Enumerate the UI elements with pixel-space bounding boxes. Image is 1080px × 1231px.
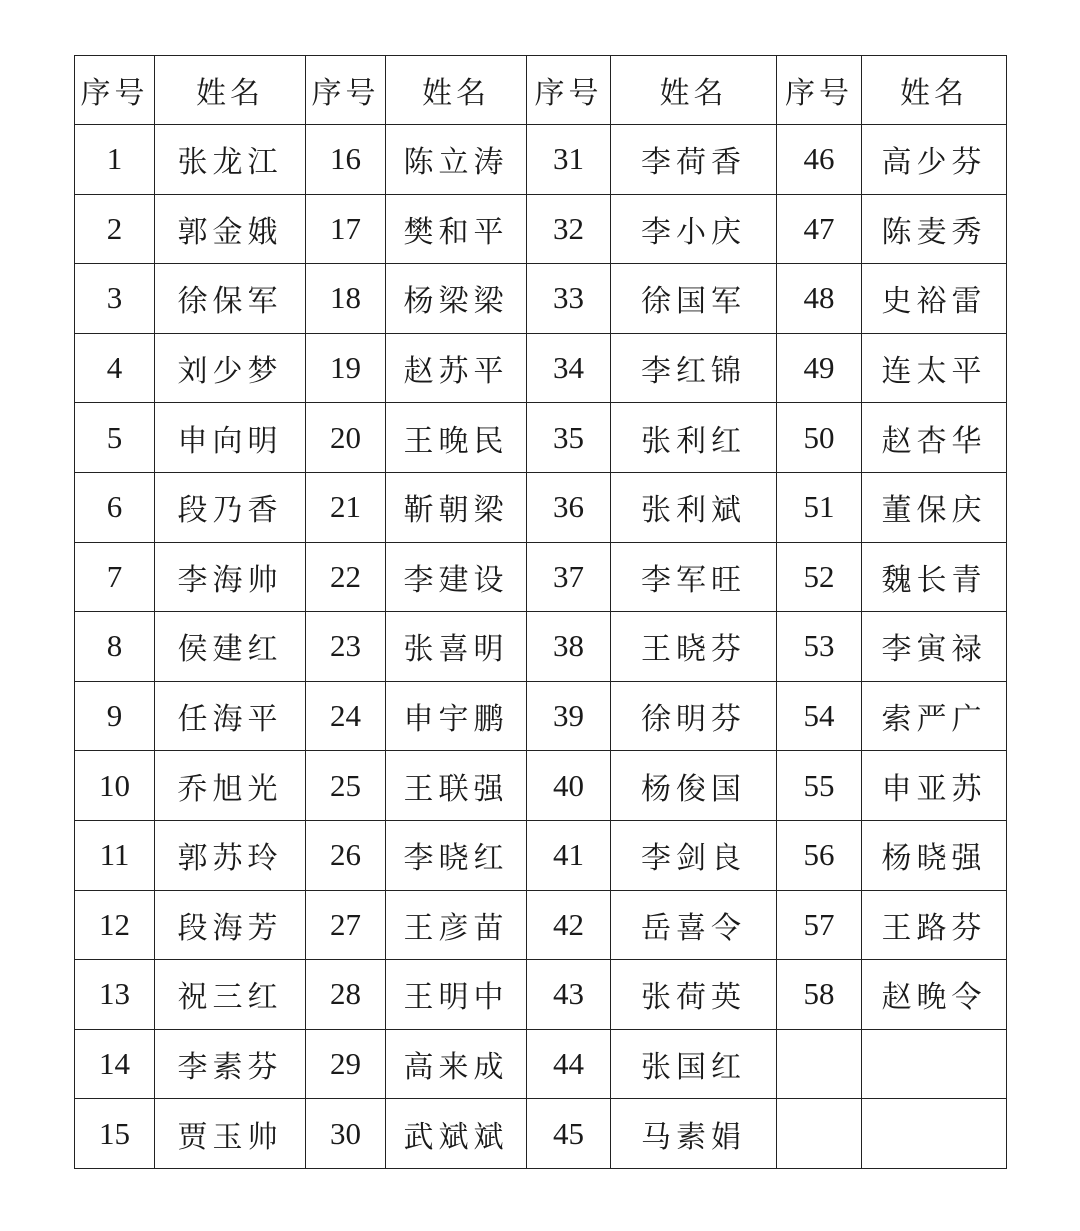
person-name-cell: 段海芳 [155,890,306,960]
serial-number-cell: 3 [75,264,155,334]
person-name-cell: 张利斌 [611,472,777,542]
serial-number-cell [777,1099,862,1169]
header-serial-number: 序号 [75,56,155,125]
serial-number-cell: 13 [75,960,155,1030]
person-name-cell: 赵苏平 [386,333,527,403]
serial-number-cell: 22 [306,542,386,612]
serial-number-cell: 24 [306,681,386,751]
serial-number-cell: 34 [527,333,611,403]
serial-number-cell: 39 [527,681,611,751]
header-name: 姓名 [386,56,527,125]
person-name-cell: 李荷香 [611,125,777,195]
person-name-cell: 杨晓强 [862,820,1007,890]
person-name-cell: 马素娟 [611,1099,777,1169]
person-name-cell: 王晚民 [386,403,527,473]
serial-number-cell: 41 [527,820,611,890]
person-name-cell: 侯建红 [155,612,306,682]
person-name-cell: 郭苏玲 [155,820,306,890]
table-row [75,125,1007,195]
serial-number-cell: 46 [777,125,862,195]
serial-number-cell: 14 [75,1029,155,1099]
serial-number-cell: 54 [777,681,862,751]
serial-number-cell: 44 [527,1029,611,1099]
name-roster-table [74,55,1007,1169]
table-row [75,890,1007,960]
table-row [75,820,1007,890]
serial-number-cell: 48 [777,264,862,334]
table-row [75,542,1007,612]
table-row [75,194,1007,264]
person-name-cell: 董保庆 [862,472,1007,542]
person-name-cell: 段乃香 [155,472,306,542]
serial-number-cell: 10 [75,751,155,821]
person-name-cell: 武斌斌 [386,1099,527,1169]
serial-number-cell: 47 [777,194,862,264]
person-name-cell: 张荷英 [611,960,777,1030]
serial-number-cell: 43 [527,960,611,1030]
person-name-cell: 史裕雷 [862,264,1007,334]
person-name-cell: 陈麦秀 [862,194,1007,264]
serial-number-cell: 58 [777,960,862,1030]
person-name-cell: 张利红 [611,403,777,473]
serial-number-cell: 31 [527,125,611,195]
person-name-cell: 杨梁梁 [386,264,527,334]
person-name-cell: 贾玉帅 [155,1099,306,1169]
table-row [75,1029,1007,1099]
serial-number-cell: 21 [306,472,386,542]
serial-number-cell: 55 [777,751,862,821]
serial-number-cell: 36 [527,472,611,542]
serial-number-cell: 27 [306,890,386,960]
person-name-cell: 郭金娥 [155,194,306,264]
header-name: 姓名 [611,56,777,125]
serial-number-cell: 42 [527,890,611,960]
person-name-cell: 李海帅 [155,542,306,612]
serial-number-cell: 40 [527,751,611,821]
person-name-cell: 李素芬 [155,1029,306,1099]
header-serial-number: 序号 [527,56,611,125]
table-row [75,472,1007,542]
person-name-cell: 徐保军 [155,264,306,334]
person-name-cell: 申亚苏 [862,751,1007,821]
serial-number-cell: 17 [306,194,386,264]
serial-number-cell: 18 [306,264,386,334]
header-serial-number: 序号 [777,56,862,125]
person-name-cell: 王联强 [386,751,527,821]
serial-number-cell: 19 [306,333,386,403]
serial-number-cell: 53 [777,612,862,682]
person-name-cell: 索严广 [862,681,1007,751]
serial-number-cell: 25 [306,751,386,821]
serial-number-cell: 52 [777,542,862,612]
person-name-cell: 靳朝梁 [386,472,527,542]
header-row [75,56,1007,125]
table-row [75,612,1007,682]
person-name-cell: 乔旭光 [155,751,306,821]
person-name-cell: 魏长青 [862,542,1007,612]
serial-number-cell: 50 [777,403,862,473]
serial-number-cell: 57 [777,890,862,960]
person-name-cell: 刘少梦 [155,333,306,403]
table-row [75,681,1007,751]
person-name-cell: 徐国军 [611,264,777,334]
serial-number-cell: 9 [75,681,155,751]
serial-number-cell: 8 [75,612,155,682]
serial-number-cell [777,1029,862,1099]
serial-number-cell: 30 [306,1099,386,1169]
person-name-cell: 李小庆 [611,194,777,264]
person-name-cell: 樊和平 [386,194,527,264]
roster-body [75,125,1007,1169]
serial-number-cell: 26 [306,820,386,890]
person-name-cell: 陈立涛 [386,125,527,195]
serial-number-cell: 45 [527,1099,611,1169]
header-name: 姓名 [862,56,1007,125]
header-name: 姓名 [155,56,306,125]
table-row [75,751,1007,821]
person-name-cell: 张龙江 [155,125,306,195]
serial-number-cell: 20 [306,403,386,473]
serial-number-cell: 7 [75,542,155,612]
person-name-cell: 王路芬 [862,890,1007,960]
serial-number-cell: 4 [75,333,155,403]
serial-number-cell: 23 [306,612,386,682]
serial-number-cell: 38 [527,612,611,682]
person-name-cell: 徐明芬 [611,681,777,751]
person-name-cell: 王明中 [386,960,527,1030]
serial-number-cell: 2 [75,194,155,264]
serial-number-cell: 5 [75,403,155,473]
serial-number-cell: 56 [777,820,862,890]
serial-number-cell: 33 [527,264,611,334]
person-name-cell: 张国红 [611,1029,777,1099]
serial-number-cell: 15 [75,1099,155,1169]
serial-number-cell: 35 [527,403,611,473]
serial-number-cell: 1 [75,125,155,195]
person-name-cell: 连太平 [862,333,1007,403]
table-row [75,264,1007,334]
person-name-cell: 李军旺 [611,542,777,612]
person-name-cell: 任海平 [155,681,306,751]
person-name-cell: 岳喜令 [611,890,777,960]
serial-number-cell: 49 [777,333,862,403]
table-row [75,1099,1007,1169]
person-name-cell: 王彦苗 [386,890,527,960]
person-name-cell: 杨俊国 [611,751,777,821]
person-name-cell: 申向明 [155,403,306,473]
person-name-cell: 李红锦 [611,333,777,403]
serial-number-cell: 11 [75,820,155,890]
person-name-cell: 赵杏华 [862,403,1007,473]
header-serial-number: 序号 [306,56,386,125]
person-name-cell: 李剑良 [611,820,777,890]
serial-number-cell: 12 [75,890,155,960]
serial-number-cell: 6 [75,472,155,542]
person-name-cell: 李建设 [386,542,527,612]
table-row [75,403,1007,473]
table-row [75,333,1007,403]
serial-number-cell: 37 [527,542,611,612]
person-name-cell: 王晓芬 [611,612,777,682]
person-name-cell [862,1099,1007,1169]
serial-number-cell: 32 [527,194,611,264]
person-name-cell: 张喜明 [386,612,527,682]
person-name-cell: 李晓红 [386,820,527,890]
person-name-cell: 高来成 [386,1029,527,1099]
person-name-cell: 李寅禄 [862,612,1007,682]
table-row [75,960,1007,1030]
serial-number-cell: 29 [306,1029,386,1099]
serial-number-cell: 28 [306,960,386,1030]
person-name-cell [862,1029,1007,1099]
serial-number-cell: 16 [306,125,386,195]
person-name-cell: 申宇鹏 [386,681,527,751]
person-name-cell: 祝三红 [155,960,306,1030]
person-name-cell: 赵晚令 [862,960,1007,1030]
person-name-cell: 高少芬 [862,125,1007,195]
serial-number-cell: 51 [777,472,862,542]
